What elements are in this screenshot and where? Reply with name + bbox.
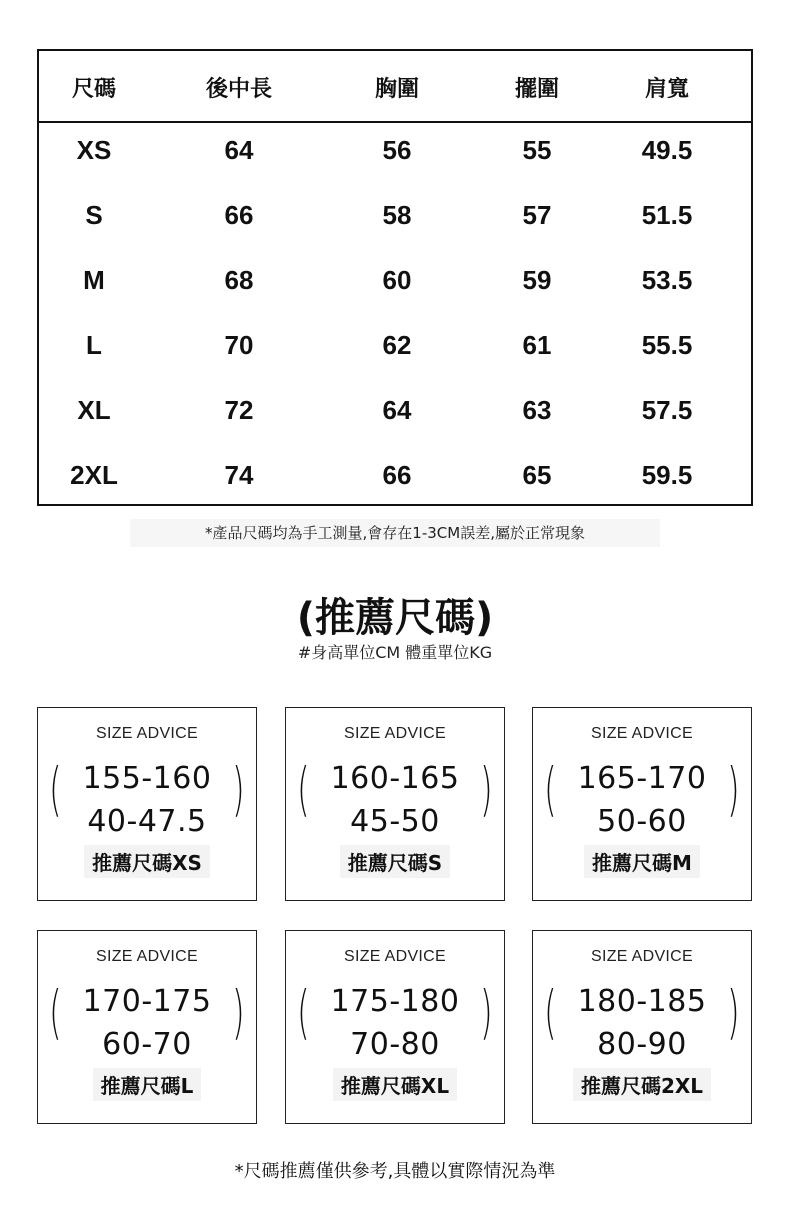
right-paren-decoration: ) — [480, 755, 493, 823]
height-range: 165-170 — [577, 761, 707, 796]
weight-range: 40-47.5 — [87, 804, 207, 839]
hem-cell: 65 — [522, 460, 552, 490]
card-heading: SIZE ADVICE — [344, 725, 446, 742]
weight-range: 50-60 — [597, 804, 687, 839]
recommended-size-label: 推薦尺碼L — [93, 1068, 202, 1101]
card-heading: SIZE ADVICE — [344, 948, 446, 965]
hem-cell: 57 — [522, 200, 552, 230]
shoulder-cell: 59.5 — [641, 460, 693, 490]
recommended-size-label: 推薦尺碼2XL — [573, 1068, 711, 1101]
shoulder-cell: 49.5 — [641, 135, 693, 165]
height-range: 170-175 — [82, 984, 212, 1019]
back-length-cell: 70 — [224, 330, 254, 360]
header-size: 尺碼 — [71, 77, 117, 102]
table-row — [39, 186, 751, 251]
size-cell: XS — [76, 135, 112, 165]
table-row — [39, 316, 751, 381]
back-length-cell: 64 — [224, 135, 254, 165]
recommended-size-label: 推薦尺碼XS — [84, 845, 210, 878]
height-range: 160-165 — [330, 761, 460, 796]
chest-cell: 58 — [382, 200, 412, 230]
size-advice-card-l — [37, 930, 257, 1124]
shoulder-cell: 57.5 — [641, 395, 693, 425]
back-length-cell: 66 — [224, 200, 254, 230]
chest-cell: 56 — [382, 135, 412, 165]
right-paren-decoration: ) — [727, 978, 740, 1046]
size-cell: M — [83, 265, 105, 295]
size-advice-card-2xl — [532, 930, 752, 1124]
size-table — [37, 49, 753, 506]
left-paren-decoration: ( — [49, 978, 62, 1046]
card-heading: SIZE ADVICE — [96, 948, 198, 965]
height-range: 180-185 — [577, 984, 707, 1019]
size-cell: S — [85, 200, 103, 230]
size-cell: L — [86, 330, 102, 360]
height-range: 175-180 — [330, 984, 460, 1019]
weight-range: 60-70 — [102, 1027, 192, 1062]
weight-range: 70-80 — [350, 1027, 440, 1062]
size-advice-card-xl — [285, 930, 505, 1124]
table-header-row — [39, 51, 751, 123]
chest-cell: 62 — [382, 330, 412, 360]
chest-cell: 66 — [382, 460, 412, 490]
chest-cell: 64 — [382, 395, 412, 425]
shoulder-cell: 55.5 — [641, 330, 693, 360]
hem-cell: 61 — [522, 330, 552, 360]
size-cell: XL — [77, 395, 111, 425]
right-paren-decoration: ) — [480, 978, 493, 1046]
measurement-note: *產品尺碼均為手工測量,會存在1-3CM誤差,屬於正常現象 — [130, 519, 660, 547]
size-cell: 2XL — [70, 460, 118, 490]
weight-range: 80-90 — [597, 1027, 687, 1062]
right-paren-decoration: ) — [727, 755, 740, 823]
table-row — [39, 381, 751, 446]
table-row — [39, 251, 751, 316]
weight-range: 45-50 — [350, 804, 440, 839]
hem-cell: 55 — [522, 135, 552, 165]
left-paren-decoration: ( — [297, 978, 310, 1046]
header-shoulder: 肩寬 — [644, 77, 690, 102]
chest-cell: 60 — [382, 265, 412, 295]
left-paren-decoration: ( — [49, 755, 62, 823]
hem-cell: 63 — [522, 395, 552, 425]
shoulder-cell: 53.5 — [641, 265, 693, 295]
table-row — [39, 121, 751, 186]
size-advice-card-xs — [37, 707, 257, 901]
shoulder-cell: 51.5 — [641, 200, 693, 230]
size-advice-card-s — [285, 707, 505, 901]
left-paren-decoration: ( — [297, 755, 310, 823]
right-paren-decoration: ) — [232, 978, 245, 1046]
back-length-cell: 74 — [224, 460, 254, 490]
size-advice-card-m — [532, 707, 752, 901]
back-length-cell: 68 — [224, 265, 254, 295]
header-hem: 擺圍 — [514, 77, 560, 102]
header-chest: 胸圍 — [374, 77, 420, 102]
table-row — [39, 446, 751, 511]
reference-note: *尺碼推薦僅供參考,具體以實際情況為準 — [234, 1161, 556, 1182]
right-paren-decoration: ) — [232, 755, 245, 823]
recommend-subtitle: #身高單位CM 體重單位KG — [297, 643, 493, 662]
left-paren-decoration: ( — [544, 755, 557, 823]
recommend-title: (推薦尺碼) — [296, 595, 494, 641]
recommended-size-label: 推薦尺碼M — [584, 845, 700, 878]
card-heading: SIZE ADVICE — [96, 725, 198, 742]
card-heading: SIZE ADVICE — [591, 948, 693, 965]
hem-cell: 59 — [522, 265, 552, 295]
card-heading: SIZE ADVICE — [591, 725, 693, 742]
recommended-size-label: 推薦尺碼XL — [333, 1068, 457, 1101]
header-back-length: 後中長 — [205, 77, 273, 102]
left-paren-decoration: ( — [544, 978, 557, 1046]
height-range: 155-160 — [82, 761, 212, 796]
back-length-cell: 72 — [224, 395, 254, 425]
recommended-size-label: 推薦尺碼S — [340, 845, 450, 878]
